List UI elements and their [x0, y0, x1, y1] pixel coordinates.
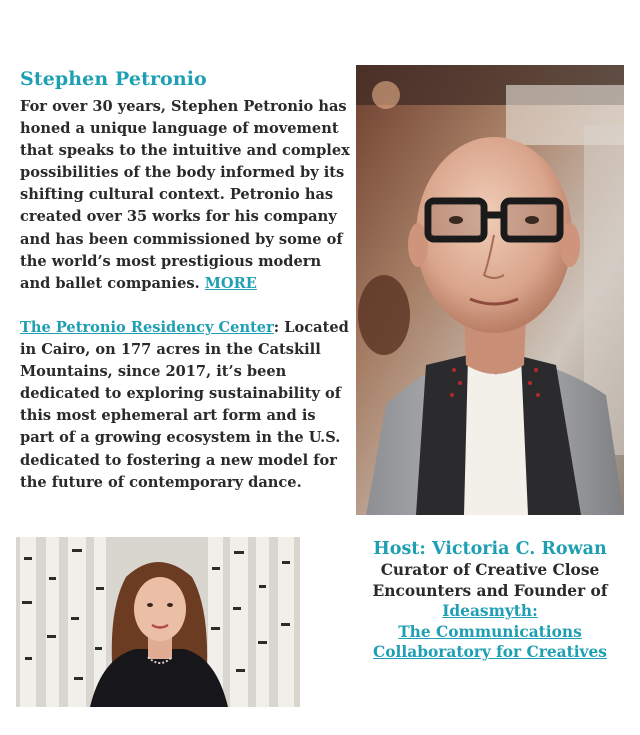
host-info [340, 538, 640, 663]
petronio-photo [356, 65, 624, 515]
petronio-bio [20, 96, 350, 295]
host-title: Host: Victoria C. Rowan [373, 539, 607, 559]
petronio-heading: Stephen Petronio [20, 68, 207, 90]
residency-center-link[interactable]: The Petronio Residency Center [20, 319, 274, 336]
host-role-line-2: Encounters and Founder of [372, 581, 608, 600]
residency-text: Located in Cairo, on 177 acres in the Catskill Mountains, since 2017, it’s been dedicated to exploring sustainability of this most ephemeral art form and is part of a growing ecosystem in the U.S. dedicated to fostering a new model for the future of contemporary dance. [20, 319, 349, 491]
petronio-photo-art [356, 65, 624, 515]
ideasmyth-link-line-2[interactable]: The Communications [398, 622, 582, 641]
host-role-line-1: Curator of Creative Close [380, 561, 600, 579]
rowan-photo-art [16, 537, 300, 707]
petronio-more-link[interactable]: MORE [204, 274, 257, 292]
residency-paragraph [20, 317, 350, 494]
ideasmyth-link-line-3[interactable]: Collaboratory for Creatives [373, 643, 607, 661]
residency-colon: : [273, 319, 280, 336]
ideasmyth-link-line-1[interactable]: Ideasmyth: [442, 602, 538, 620]
rowan-photo [16, 537, 300, 707]
petronio-bio-text: For over 30 years, Stephen Petronio has honed a unique language of movement that speaks to the intuitive and complex possibilities of the body informed by its shifting cultural context. Petronio has created over 35 works for his company and has been commissioned by some of the world’s most prestigious modern and ballet companies. [20, 98, 350, 292]
